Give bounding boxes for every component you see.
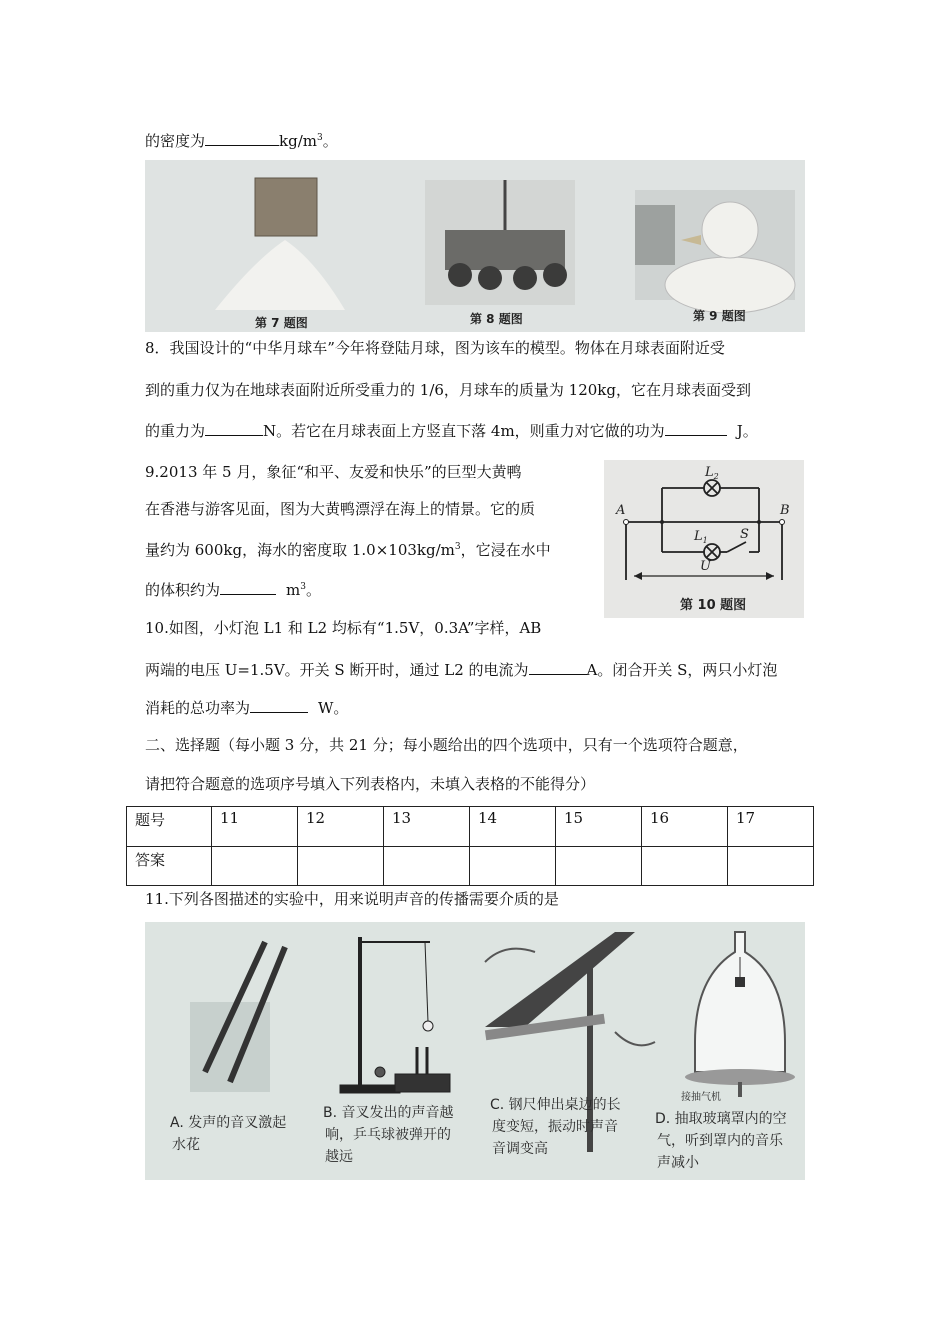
q11-stem: 11.下列各图描述的实验中，用来说明声音的传播需要介质的是 <box>145 890 559 908</box>
option-c[interactable]: C. 钢尺伸出桌边的长 度变短，振动时声音 音调变高 <box>490 1097 621 1157</box>
stand-base <box>340 1085 400 1093</box>
arrow-right-icon <box>766 572 774 580</box>
fig10-caption: 第 10 题图 <box>680 598 747 613</box>
string <box>425 942 428 1022</box>
table-answer-cell[interactable] <box>298 846 384 886</box>
option-b[interactable]: B. 音叉发出的声音越 响，乒乓球被弹开的 越远 <box>323 1105 454 1165</box>
q8-line3: 的重力为 N。若它在月球表面上方竖直下落 4m，则重力对它做的功为 J。 <box>145 422 758 440</box>
fig8-wheel <box>448 263 472 287</box>
answer-blank[interactable] <box>205 131 279 146</box>
fig8-wheel <box>543 263 567 287</box>
table-cell-number: 16 <box>642 807 728 847</box>
table-cell-number: 14 <box>470 807 556 847</box>
bell-jar <box>695 932 785 1072</box>
q10-line1: 10.如图，小灯泡 L1 和 L2 均标有“1.5V，0.3A”字样，AB <box>145 619 542 637</box>
table-row <box>127 846 814 886</box>
table-answer-cell[interactable] <box>470 846 556 886</box>
q10-line3: 消耗的总功率为 W。 <box>145 699 349 717</box>
q8-line1: 8．我国设计的“中华月球车”今年将登陆月球，图为该车的模型。物体在月球表面附近受 <box>145 339 725 357</box>
option-a-illustration <box>190 942 285 1092</box>
q9-line4: 的体积约为 $m^3$。 <box>145 581 321 599</box>
fig7-hand <box>215 240 345 310</box>
q8-line2: 到的重力仅为在地球表面附近所受重力的 1/6，月球车的质量为 120kg，它在月球表面受到 <box>145 381 752 399</box>
option-b-illustration <box>340 937 450 1093</box>
table-cell-number: 13 <box>384 807 470 847</box>
answer-blank[interactable] <box>205 421 263 436</box>
fork-box <box>395 1074 450 1092</box>
fig8-wheel <box>513 266 537 290</box>
q7-tail-line: 的密度为 $kg/m^3$。 <box>145 132 338 150</box>
fig9-duck-body <box>665 257 795 313</box>
q9-line3: 量约为 600kg，海水的密度取 $1.0\times 103kg/m^3$，它浸在水中 <box>145 541 551 559</box>
q10-line2: 两端的电压 U=1.5V。开关 S 断开时，通过 L2 的电流为 A。闭合开关 S，两只小灯泡 <box>145 661 778 679</box>
junction-dot <box>660 520 664 524</box>
label-s: S <box>740 527 749 542</box>
fig9-building <box>635 205 675 265</box>
table-cell-number: 12 <box>298 807 384 847</box>
fig8-caption: 第 8 题图 <box>470 312 523 326</box>
answer-table <box>126 806 814 886</box>
ping-pong-ball <box>423 1021 433 1031</box>
tuning-fork <box>417 1047 427 1074</box>
q11-figure-photo <box>145 922 805 1180</box>
junction-dot <box>757 520 761 524</box>
figures-7-8-9-photo <box>145 160 805 332</box>
terminal-a <box>624 520 629 525</box>
answer-blank[interactable] <box>529 660 587 675</box>
table-answer-label: 答案 <box>127 846 212 886</box>
label-u: U <box>700 559 711 574</box>
table-answer-cell[interactable] <box>384 846 470 886</box>
pump-label: 接抽气机 <box>681 1092 721 1103</box>
table-answer-cell[interactable] <box>556 846 642 886</box>
fig9-caption: 第 9 题图 <box>693 309 746 323</box>
terminal-b <box>780 520 785 525</box>
option-d-illustration <box>685 932 795 1097</box>
fig9-duck-head <box>702 202 758 258</box>
q9-line1: 9.2013 年 5 月，象征“和平、友爱和快乐”的巨型大黄鸭 <box>145 463 522 481</box>
table-answer-cell[interactable] <box>212 846 298 886</box>
table-cell-number: 17 <box>728 807 814 847</box>
switch-lever <box>727 542 746 552</box>
option-a[interactable]: A. 发声的音叉激起 水花 <box>170 1115 287 1153</box>
table-cell-number: 15 <box>556 807 642 847</box>
desk-edge <box>485 932 635 1027</box>
label-a: A <box>616 503 626 518</box>
answer-blank[interactable] <box>250 698 308 713</box>
section2-line2: 请把符合题意的选项序号填入下列表格内，未填入表格的不能得分） <box>145 775 596 793</box>
answer-blank[interactable] <box>220 580 276 595</box>
arrow-left-icon <box>634 572 642 580</box>
music-box <box>735 977 745 987</box>
label-l1: $L_1$ <box>694 529 708 545</box>
hand-outline <box>485 949 535 962</box>
section2-line1: 二、选择题（每小题 3 分，共 21 分；每小题给出的四个选项中，只有一个选项符合题意， <box>145 736 748 754</box>
q9-line2: 在香港与游客见面，图为大黄鸭漂浮在海上的情景。它的质 <box>145 500 536 518</box>
fig8-wheel <box>478 266 502 290</box>
fig7-caption: 第 7 题图 <box>255 316 308 330</box>
answer-blank[interactable] <box>665 421 727 436</box>
label-b: B <box>780 503 790 518</box>
fig10-circuit <box>604 460 804 618</box>
option-d[interactable]: D. 抽取玻璃罩内的空 气，听到罩内的音乐 声减小 <box>655 1111 787 1171</box>
table-row <box>127 807 814 847</box>
striker <box>375 1067 385 1077</box>
table-cell-number: 11 <box>212 807 298 847</box>
fig7-block <box>255 178 317 236</box>
hand-outline <box>615 1032 655 1045</box>
label-l2: $L_2$ <box>705 465 719 481</box>
table-answer-cell[interactable] <box>728 846 814 886</box>
table-answer-cell[interactable] <box>642 846 728 886</box>
table-header-label: 题号 <box>127 807 212 847</box>
